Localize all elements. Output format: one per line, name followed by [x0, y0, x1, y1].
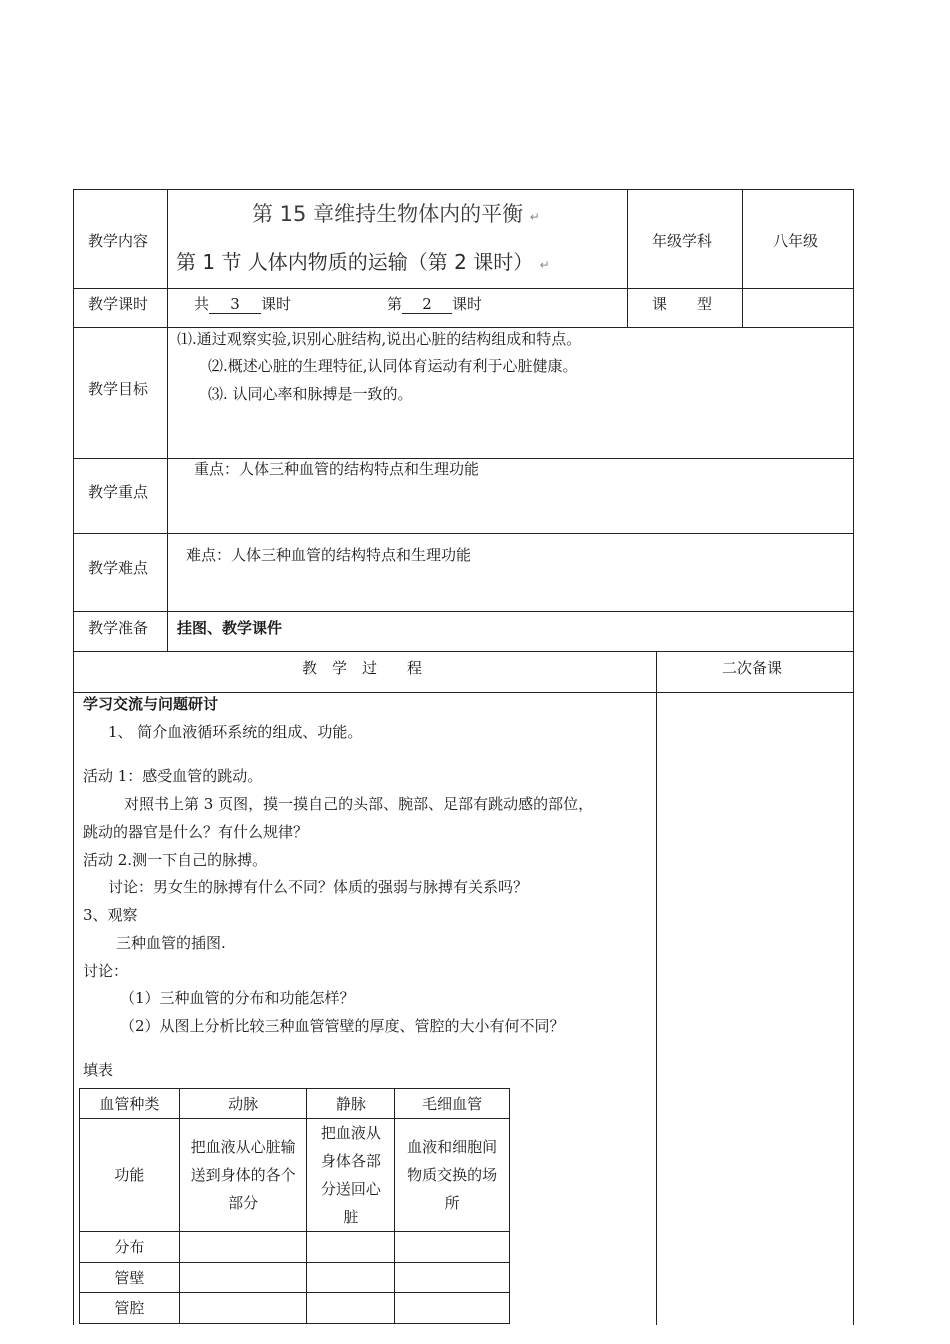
process-line: 讨论：男女生的脉搏有什么不同？体质的强弱与脉搏有关系吗？ [108, 878, 529, 896]
key-points-text: 重点：人体三种血管的结构特点和生理功能 [194, 460, 480, 478]
process-line: 三种血管的插图. [116, 934, 226, 952]
row-label-distribution: 分布 [80, 1232, 180, 1263]
key-points-label: 教学重点 [88, 483, 149, 501]
capillary-function: 血液和细胞间物质交换的场所 [395, 1119, 510, 1232]
process-heading: 学习交流与问题研讨 [83, 695, 219, 713]
process-line: （1）三种血管的分布和功能怎样？ [120, 989, 355, 1007]
vessel-comparison-table [79, 1088, 510, 1324]
header-artery: 动脉 [179, 1089, 307, 1119]
empty-cell [307, 1232, 395, 1263]
chapter-title: 第 15 章维持生物体内的平衡 ↵ [252, 202, 540, 226]
empty-cell [179, 1263, 307, 1293]
process-line: 对照书上第 3 页图，摸一摸自己的头部、腕部、足部有跳动感的部位， [124, 795, 594, 813]
process-line: （2）从图上分析比较三种血管管壁的厚度、管腔的大小有何不同？ [120, 1017, 565, 1035]
objectives-label: 教学目标 [88, 380, 149, 398]
empty-cell [307, 1263, 395, 1293]
content-label: 教学内容 [88, 232, 149, 250]
process-line: 1、 简介血液循环系统的组成、功能。 [108, 723, 363, 741]
difficulties-text: 难点：人体三种血管的结构特点和生理功能 [186, 546, 472, 564]
grade-subject-label: 年级学科 [652, 232, 713, 250]
table-row-function [80, 1119, 510, 1232]
preparation-label: 教学准备 [88, 619, 149, 637]
preparation-text: 挂图、教学课件 [177, 619, 283, 637]
process-line: 跳动的器官是什么？有什么规律？ [83, 823, 309, 841]
table-row [80, 1263, 510, 1293]
header-vessel-type: 血管种类 [80, 1089, 180, 1119]
artery-function: 把血液从心脏输送到身体的各个部分 [179, 1119, 307, 1232]
table-row [80, 1293, 510, 1324]
difficulties-label: 教学难点 [88, 559, 149, 577]
current-period: 第 2 课时 [387, 295, 483, 313]
process-header: 教 学 过 程 [302, 659, 423, 677]
process-line: 活动 2.测一下自己的脉搏。 [83, 851, 268, 869]
empty-cell [307, 1293, 395, 1324]
total-periods: 共 3 课时 [194, 295, 292, 313]
header-capillary: 毛细血管 [395, 1089, 510, 1119]
row-label-function: 功能 [80, 1119, 180, 1232]
process-line: 讨论： [83, 962, 129, 980]
row-label-wall: 管壁 [80, 1263, 180, 1293]
second-prep-header: 二次备课 [722, 659, 783, 677]
process-line: 填表 [83, 1061, 114, 1079]
header-vein: 静脉 [307, 1089, 395, 1119]
process-line: 3、观察 [83, 906, 138, 924]
process-line: 活动 1：感受血管的跳动。 [83, 767, 263, 785]
objective-item-2: ⑵.概述心脏的生理特征,认同体育运动有利于心脏健康。 [208, 357, 578, 375]
objective-item-1: ⑴.通过观察实验,识别心脏结构,说出心脏的结构组成和特点。 [177, 330, 582, 348]
table-row [80, 1232, 510, 1263]
row-label-lumen: 管腔 [80, 1293, 180, 1324]
empty-cell [179, 1232, 307, 1263]
period-label: 教学课时 [88, 295, 149, 313]
vein-function: 把血液从身体各部分送回心脏 [307, 1119, 395, 1232]
section-title: 第 1 节 人体内物质的运输（第 2 课时） ↵ [176, 250, 550, 274]
grade-value: 八年级 [773, 232, 819, 250]
empty-cell [179, 1293, 307, 1324]
empty-cell [395, 1263, 510, 1293]
table-header-row [80, 1089, 510, 1119]
empty-cell [395, 1293, 510, 1324]
objective-item-3: ⑶. 认同心率和脉搏是一致的。 [208, 385, 413, 403]
lesson-type-label: 课 型 [652, 295, 713, 313]
empty-cell [395, 1232, 510, 1263]
